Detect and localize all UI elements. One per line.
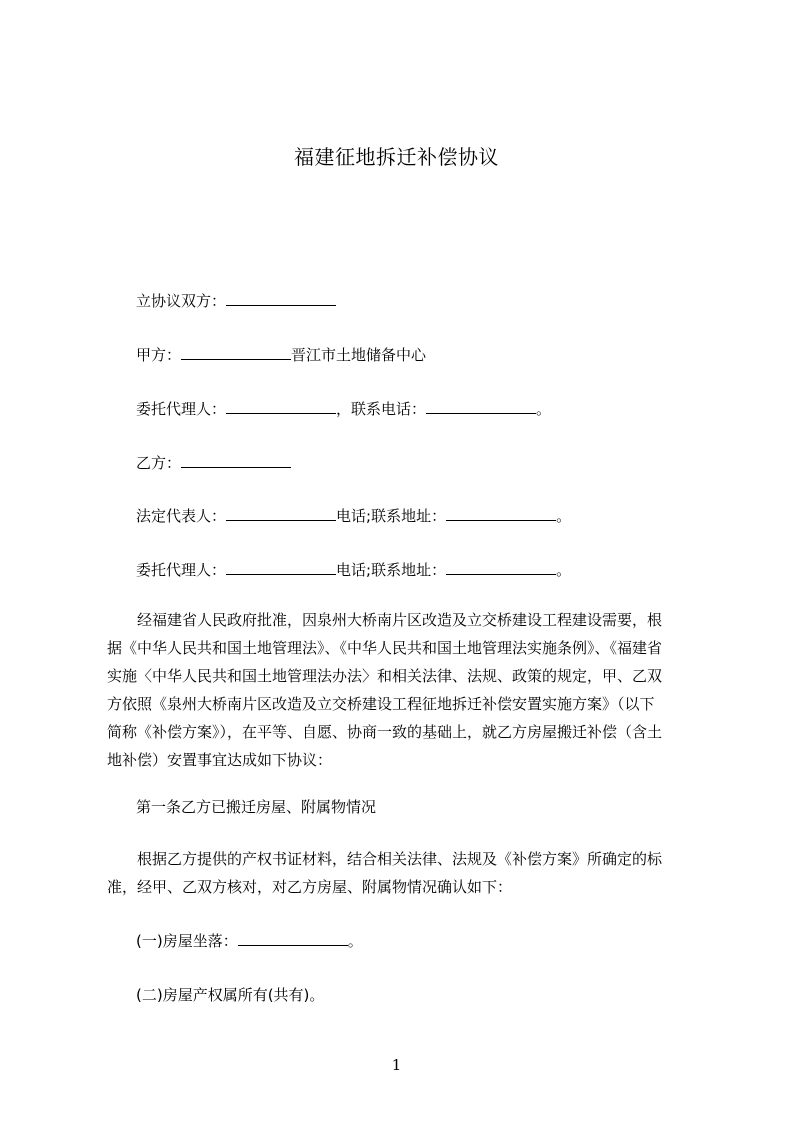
agent1-blank: [226, 399, 336, 414]
party-a-blank: [181, 345, 291, 360]
both-parties-label: 立协议双方：: [136, 292, 227, 310]
agent2-label: 委托代理人：: [136, 561, 227, 579]
item1-label: (一)房屋坐落：: [136, 932, 238, 950]
agent2-blank: [226, 560, 336, 575]
legal-rep-address-blank: [446, 506, 556, 521]
legal-rep-label: 法定代表人：: [136, 507, 227, 525]
both-parties-line: [136, 291, 336, 311]
preamble-line: 地补偿）安置事宜达成如下协议：: [107, 751, 333, 769]
party-b-blank: [181, 453, 291, 468]
agent2-end: 。: [556, 561, 572, 579]
preamble-line: 经福建省人民政府批准，因泉州大桥南片区改造及立交桥建设工程建设需要，根: [137, 611, 663, 629]
page-number: 1: [391, 1056, 402, 1074]
agent1-line: [136, 399, 551, 419]
legal-rep-line: [136, 506, 571, 526]
document-title: 福建征地拆迁补偿协议: [294, 145, 499, 169]
preamble-line: 简称《补偿方案》），在平等、自愿、协商一致的基础上，就乙方房屋搬迁补偿（含土: [107, 723, 663, 741]
agent1-end: 。: [536, 400, 552, 418]
agent1-label: 委托代理人：: [136, 400, 227, 418]
agent2-line: [136, 560, 571, 580]
party-a-line: [136, 345, 426, 365]
preamble-line: 方依照《泉州大桥南片区改造及立交桥建设工程征地拆迁补偿安置实施方案》（以下: [107, 695, 655, 713]
article1-body-line: 根据乙方提供的产权书证材料，结合相关法律、法规及《补偿方案》所确定的标: [137, 850, 663, 868]
party-a-name: 晋江市土地储备中心: [291, 346, 427, 364]
item1-end: 。: [347, 932, 363, 950]
both-parties-blank: [226, 291, 336, 306]
legal-rep-blank: [226, 506, 336, 521]
agent2-address-blank: [446, 560, 556, 575]
article1-body: [107, 845, 699, 901]
preamble-line: 实施〈中华人民共和国土地管理法办法〉和相关法律、法规、政策的规定，甲、乙双: [107, 667, 663, 685]
party-b-line: [136, 453, 291, 473]
party-a-label: 甲方：: [136, 346, 182, 364]
article1-heading: 第一条乙方已搬迁房屋、附属物情况: [136, 798, 377, 816]
legal-rep-end: 。: [556, 507, 572, 525]
agent2-contact: 电话;联系地址：: [336, 561, 447, 579]
item2-line: (二)房屋产权属所有(共有)。: [136, 986, 325, 1004]
preamble-line: 据《中华人民共和国土地管理法》、《中华人民共和国土地管理法实施条例》、《福建省: [107, 639, 663, 657]
legal-rep-contact: 电话;联系地址：: [336, 507, 447, 525]
party-b-label: 乙方：: [136, 454, 182, 472]
preamble-paragraph: [107, 606, 699, 774]
article1-body-line: 准，经甲、乙双方核对，对乙方房屋、附属物情况确认如下：: [107, 878, 513, 896]
agent1-phone-blank: [426, 399, 536, 414]
item1-blank: [238, 931, 348, 946]
agent1-phone-label: ，联系电话：: [336, 400, 427, 418]
item1-line: [136, 931, 363, 951]
